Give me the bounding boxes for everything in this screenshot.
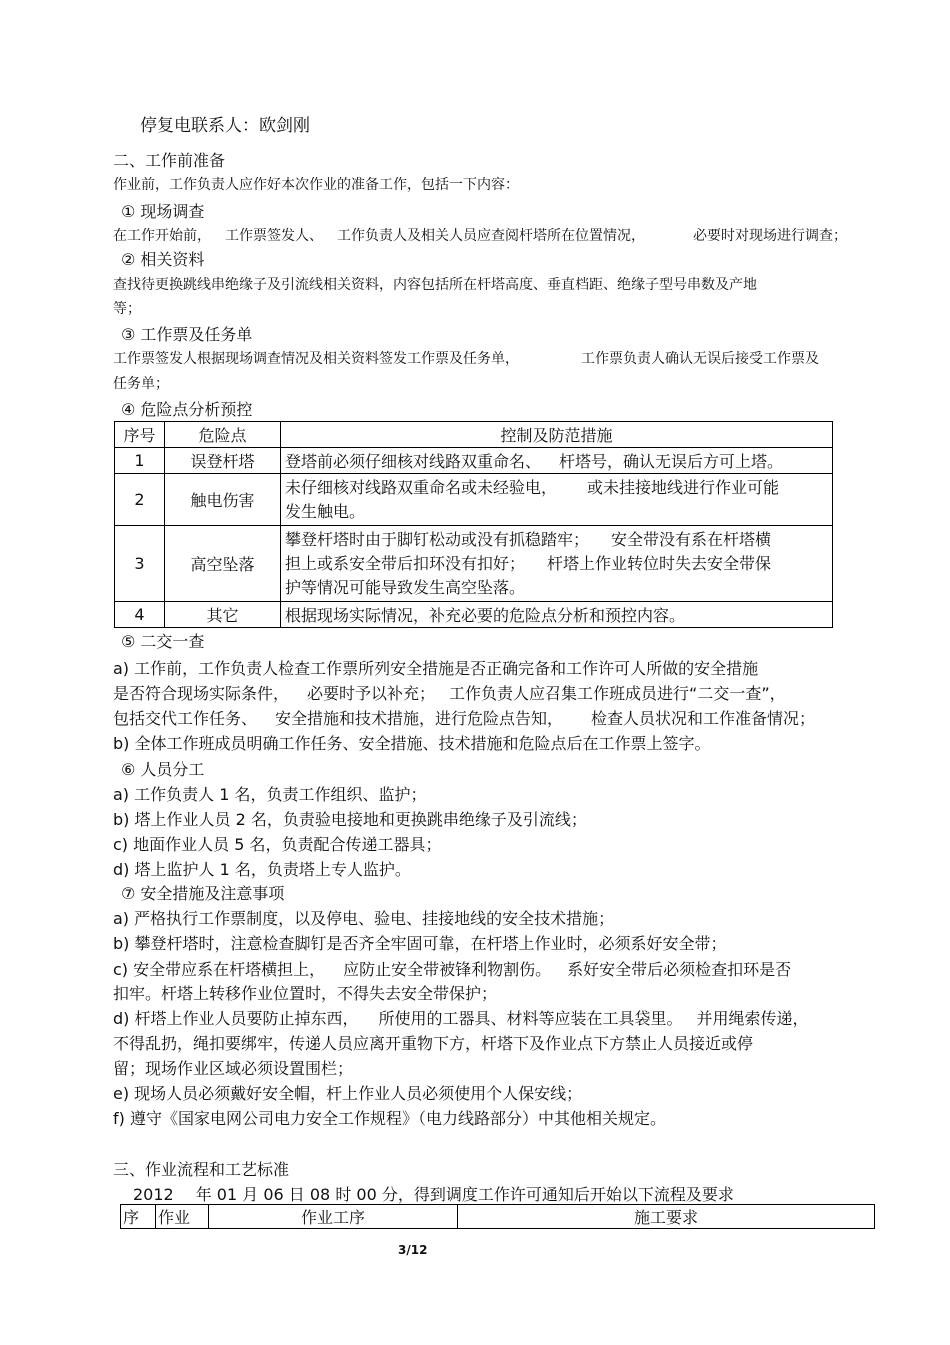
s5-a-line3: 包括交代工作任务、 安全措施和技术措施，进行危险点告知， 检查人员状况和工作准备情况；	[113, 709, 816, 728]
row-risk: 触电伤害	[165, 474, 281, 526]
section-3-time-line: 2012 年 01 月 06 日 08 时 00 分，得到调度工作许可通知后开始以下流程及要求	[133, 1185, 734, 1204]
table-row	[115, 448, 833, 474]
subsection-6-title: ⑥ 人员分工	[121, 760, 205, 779]
process-table	[120, 1204, 875, 1229]
s7-d-line3: 留；现场作业区域必须设置围栏；	[113, 1059, 354, 1078]
header-no: 序号	[115, 422, 165, 448]
subsection-7-title: ⑦ 安全措施及注意事项	[121, 884, 285, 903]
s7-e: e) 现场人员必须戴好安全帽，杆上作业人员必须使用个人保安线；	[113, 1084, 583, 1103]
row-risk: 高空坠落	[165, 526, 281, 602]
section-2-title: 二、工作前准备	[113, 151, 226, 170]
subsection-3-line1: 工作票签发人根据现场调查情况及相关资料签发工作票及任务单， 工作票负责人确认无误后接受工作票及	[113, 351, 819, 367]
subsection-5-title: ⑤ 二交一查	[121, 632, 205, 651]
subsection-2-line1: 查找待更换跳线串绝缘子及引流线相关资料，内容包括所在杆塔高度、垂直档距、绝缘子型号串数及产地	[113, 277, 757, 293]
header-measures: 控制及防范措施	[281, 422, 833, 448]
process-table-header	[121, 1205, 875, 1229]
subsection-1-text: 在工作开始前， 工作票签发人、 工作负责人及相关人员应查阅杆塔所在位置情况， 必要时对现场进行调查；	[113, 228, 847, 244]
section-3-title: 三、作业流程和工艺标准	[113, 1160, 290, 1179]
header-requirements: 施工要求	[458, 1205, 875, 1229]
s7-d-line2: 不得乱扔，绳扣要绑牢，传递人员应离开重物下方，杆塔下及作业点下方禁止人员接近或停	[113, 1034, 754, 1053]
s5-a-line1: a) 工作前，工作负责人检查工作票所列安全措施是否正确完备和工作许可人所做的安全措施	[113, 659, 759, 678]
row-measures: 登塔前必须仔细核对线路双重命名、 杆塔号，确认无误后方可上塔。	[281, 448, 833, 474]
subsection-4-title: ④ 危险点分析预控	[121, 400, 253, 419]
subsection-1-title: ① 现场调查	[121, 202, 205, 221]
header-work: 作业	[156, 1205, 209, 1229]
risk-table-header	[115, 422, 833, 448]
s5-a-line2: 是否符合现场实际条件， 必要时予以补充； 工作负责人应召集工作班成员进行“二交一查”，	[113, 684, 786, 703]
header-seq: 序	[121, 1205, 156, 1229]
s5-b: b) 全体工作班成员明确工作任务、安全措施、技术措施和危险点后在工作票上签字。	[113, 734, 711, 753]
contact-line: 停复电联系人：欧剑刚	[140, 116, 310, 136]
subsection-3-line2: 任务单；	[113, 376, 169, 392]
row-risk: 误登杆塔	[165, 448, 281, 474]
row-measures: 未仔细核对线路双重命名或未经验电， 或未挂接地线进行作业可能 发生触电。	[281, 474, 833, 526]
row-risk: 其它	[165, 602, 281, 628]
section-2-intro: 作业前，工作负责人应作好本次作业的准备工作，包括一下内容：	[113, 177, 519, 193]
row-no: 4	[115, 602, 165, 628]
s7-c-line2: 扣牢。杆塔上转移作业位置时，不得失去安全带保护；	[113, 984, 498, 1003]
risk-table	[114, 421, 833, 628]
table-row	[115, 602, 833, 628]
s7-d-line1: d) 杆塔上作业人员要防止掉东西， 所使用的工器具、材料等应装在工具袋里。 并用绳索传递，	[113, 1009, 809, 1028]
row-no: 2	[115, 474, 165, 526]
row-no: 3	[115, 526, 165, 602]
subsection-2-title: ② 相关资料	[121, 250, 205, 269]
subsection-2-line2: 等；	[113, 301, 141, 317]
table-row	[115, 474, 833, 526]
s7-c-line1: c) 安全带应系在杆塔横担上， 应防止安全带被锋利物割伤。 系好安全带后必须检查扣环是否	[113, 960, 792, 979]
header-process: 作业工序	[209, 1205, 458, 1229]
s6-b: b) 塔上作业人员 2 名，负责验电接地和更换跳串绝缘子及引流线；	[113, 810, 587, 829]
subsection-3-title: ③ 工作票及任务单	[121, 325, 253, 344]
s7-a: a) 严格执行工作票制度，以及停电、验电、挂接地线的安全技术措施；	[113, 909, 615, 928]
s7-f: f) 遵守《国家电网公司电力安全工作规程》（电力线路部分）中其他相关规定。	[113, 1109, 666, 1128]
s6-d: d) 塔上监护人 1 名，负责塔上专人监护。	[113, 860, 411, 879]
row-measures: 攀登杆塔时由于脚钉松动或没有抓稳踏牢； 安全带没有系在杆塔横 担上或系安全带后扣环没有扣好； 杆塔上作业转位时失去安全带保 护等情况可能导致发生高空坠落。	[281, 526, 833, 602]
row-measures: 根据现场实际情况，补充必要的危险点分析和预控内容。	[281, 602, 833, 628]
page-number: 3/12	[398, 1243, 428, 1257]
header-risk: 危险点	[165, 422, 281, 448]
s6-c: c) 地面作业人员 5 名，负责配合传递工器具；	[113, 835, 442, 854]
s6-a: a) 工作负责人 1 名，负责工作组织、监护；	[113, 785, 427, 804]
table-row	[115, 526, 833, 602]
s7-b: b) 攀登杆塔时，注意检查脚钉是否齐全牢固可靠，在杆塔上作业时，必须系好安全带；	[113, 934, 727, 953]
row-no: 1	[115, 448, 165, 474]
